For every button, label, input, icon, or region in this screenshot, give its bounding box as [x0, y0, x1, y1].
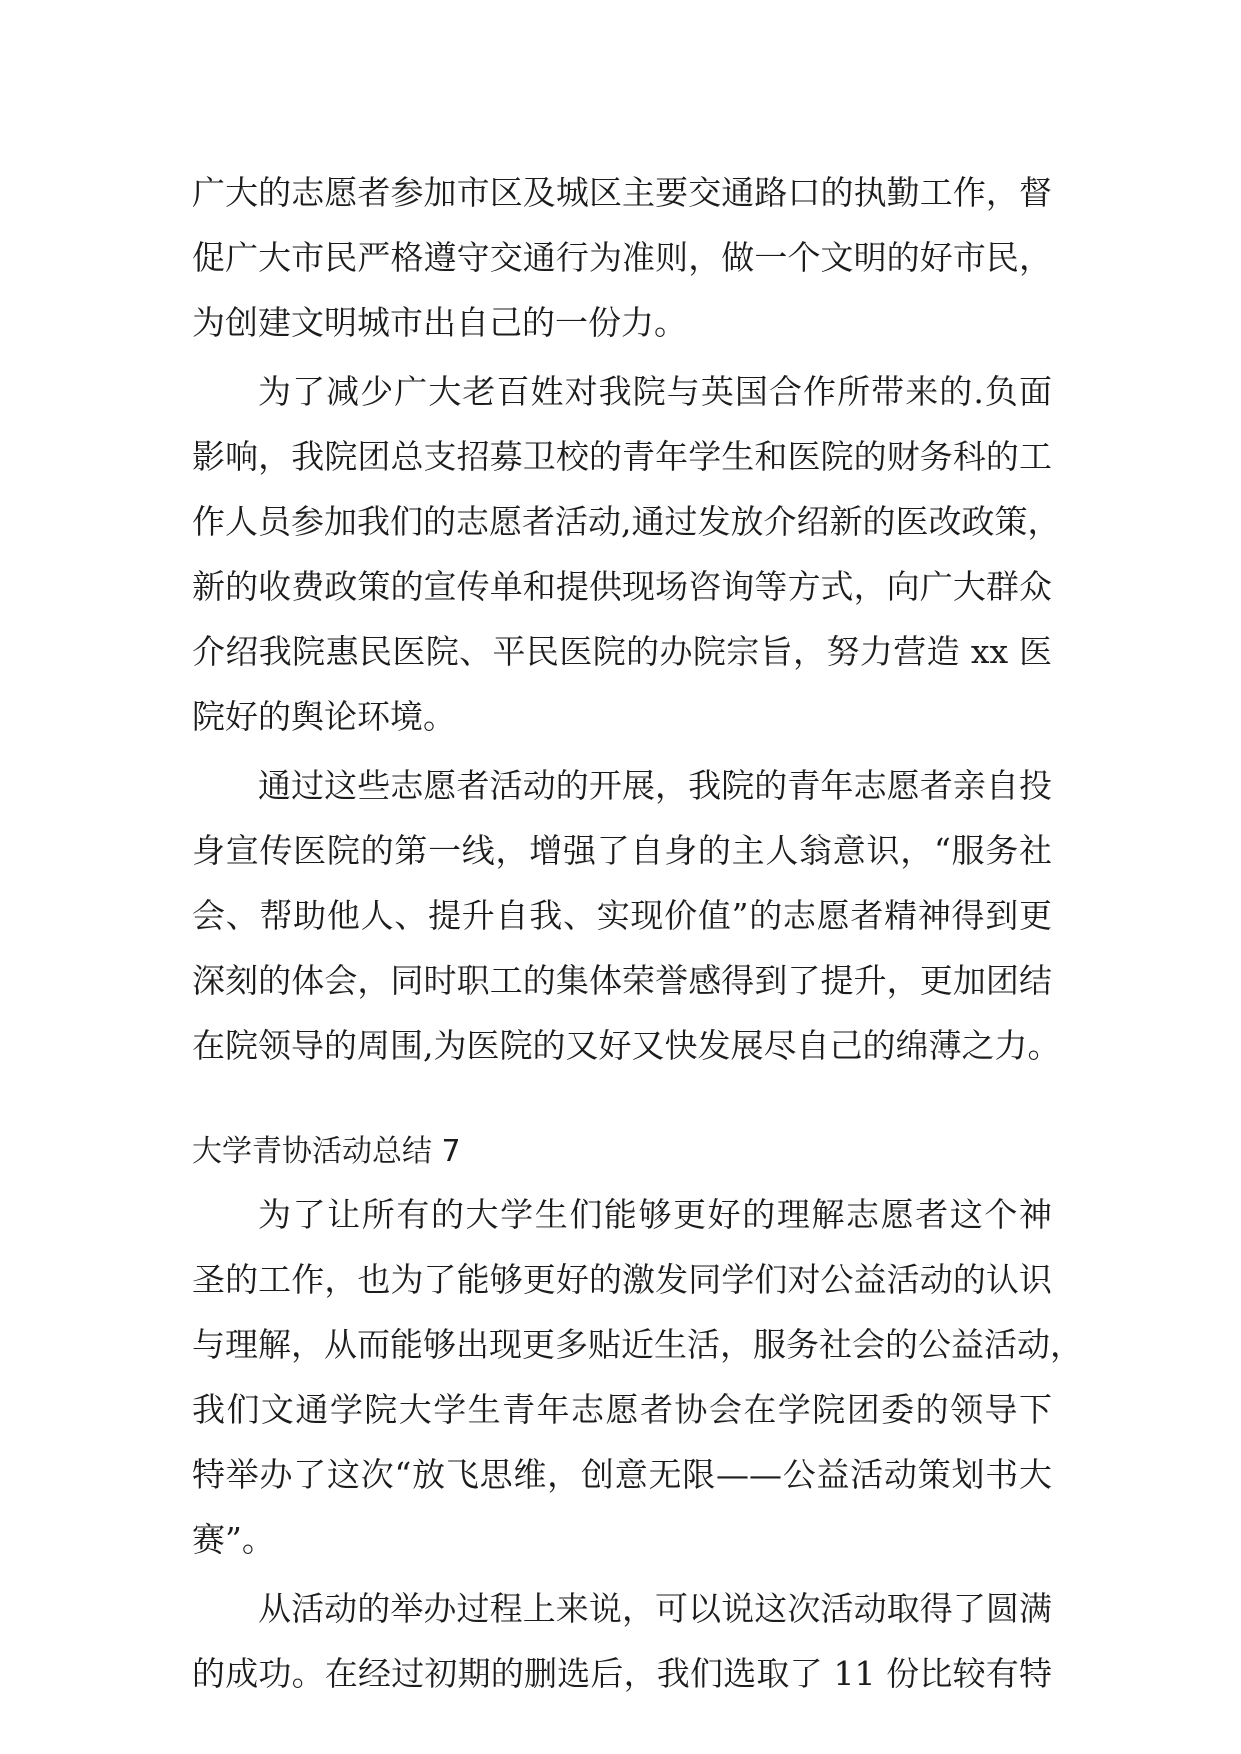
text-line: 会、帮助他人、提升自我、实现价值”的志愿者精神得到更 — [192, 896, 1052, 935]
text-line: 广大的志愿者参加市区及城区主要交通路口的执勤工作，督 — [192, 173, 1052, 212]
text-line: 促广大市民严格遵守交通行为准则，做一个文明的好市民， — [192, 238, 1052, 277]
text-line: 与理解，从而能够出现更多贴近生活，服务社会的公益活动， — [192, 1325, 1083, 1364]
text-line: 通过这些志愿者活动的开展，我院的青年志愿者亲自投 — [258, 766, 1052, 805]
text-line: 新的收费政策的宣传单和提供现场咨询等方式，向广大群众 — [192, 567, 1052, 606]
text-line: 作人员参加我们的志愿者活动,通过发放介绍新的医改政策， — [192, 502, 1061, 541]
text-line: 影响，我院团总支招募卫校的青年学生和医院的财务科的工 — [192, 437, 1052, 476]
document-body — [192, 160, 1083, 1706]
text-line: 的成功。在经过初期的删选后，我们选取了 11 份比较有特 — [192, 1654, 1052, 1693]
text-line: 院好的舆论环境。 — [192, 697, 456, 736]
text-line: 为了让所有的大学生们能够更好的理解志愿者这个神 — [258, 1195, 1052, 1234]
text-line: 从活动的举办过程上来说，可以说这次活动取得了圆满 — [258, 1589, 1052, 1628]
text-line: 介绍我院惠民医院、平民医院的办院宗旨，努力营造 xx 医 — [192, 632, 1052, 671]
paragraph — [192, 359, 1061, 749]
text-line: 在院领导的周围,为医院的又好又快发展尽自己的绵薄之力。 — [192, 1026, 1061, 1065]
text-line: 深刻的体会，同时职工的集体荣誉感得到了提升，更加团结 — [192, 961, 1052, 1000]
text-line: 为创建文明城市出自己的一份力。 — [192, 303, 687, 342]
text-line: 我们文通学院大学生青年志愿者协会在学院团委的领导下 — [192, 1390, 1052, 1429]
paragraph — [192, 1182, 1083, 1572]
paragraph — [192, 1576, 1052, 1706]
paragraph — [192, 160, 1052, 355]
text-line: 身宣传医院的第一线，增强了自身的主人翁意识，“服务社 — [192, 831, 1052, 870]
text-line: 为了减少广大老百姓对我院与英国合作所带来的.负面 — [258, 372, 1052, 411]
section-heading: 大学青协活动总结 7 — [192, 1134, 461, 1169]
text-line: 赛”。 — [192, 1520, 275, 1559]
text-line: 特举办了这次“放飞思维，创意无限——公益活动策划书大 — [192, 1455, 1052, 1494]
paragraph — [192, 753, 1061, 1078]
text-line: 圣的工作，也为了能够更好的激发同学们对公益活动的认识 — [192, 1260, 1052, 1299]
